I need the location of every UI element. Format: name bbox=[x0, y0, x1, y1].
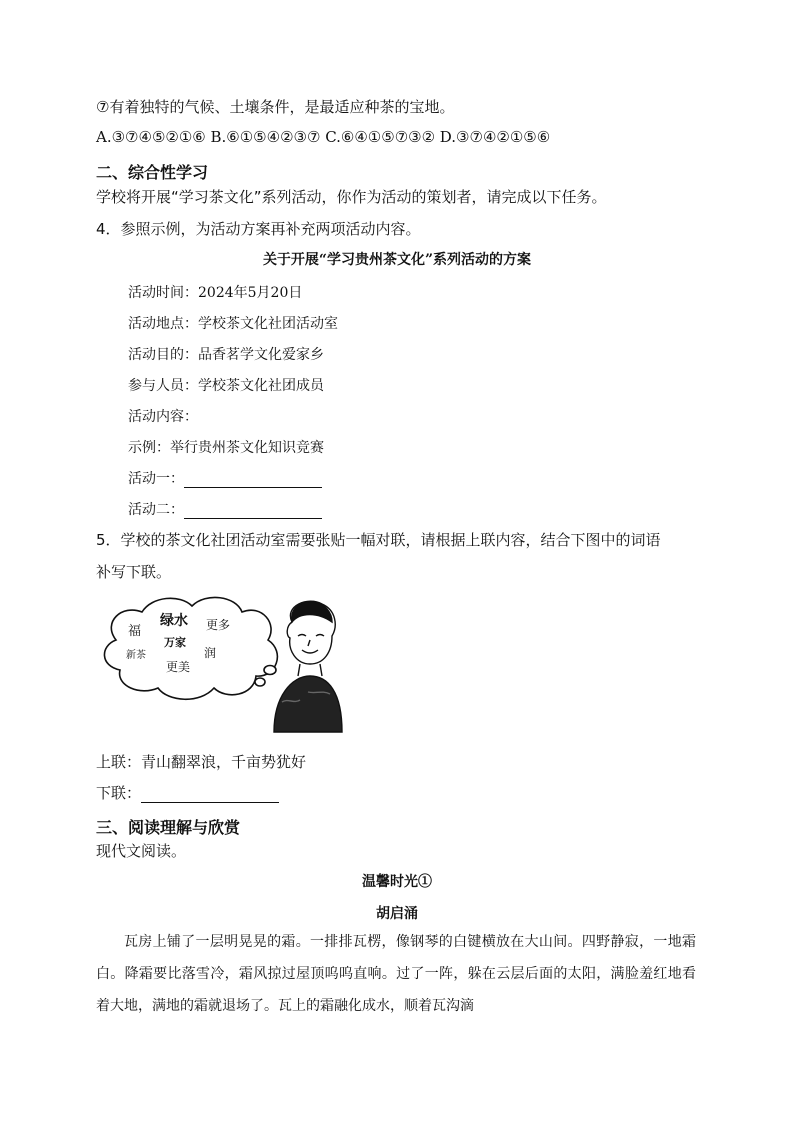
plan-example: 示例：举行贵州茶文化知识竞赛 bbox=[128, 440, 324, 456]
plan-time: 活动时间：2024年5月20日 bbox=[128, 285, 303, 301]
couplet-lower-blank[interactable] bbox=[141, 784, 279, 803]
section-3-title: 三、阅读理解与欣赏 bbox=[96, 818, 241, 837]
activity-2-blank[interactable] bbox=[184, 502, 322, 519]
activity-1-label: 活动一： bbox=[128, 471, 184, 487]
couplet-lower-label: 下联： bbox=[96, 784, 142, 802]
question-5-line-1: 5．学校的茶文化社团活动室需要张贴一幅对联，请根据上联内容，结合下图中的词语 bbox=[96, 531, 661, 549]
plan-content: 活动内容： bbox=[128, 409, 198, 425]
illustration bbox=[96, 592, 346, 737]
plan-activity-2 bbox=[128, 499, 322, 519]
question-4: 4．参照示例，为活动方案再补充两项活动内容。 bbox=[96, 220, 421, 238]
bubble-word-run: 润 bbox=[204, 646, 217, 660]
plan-activity-1 bbox=[128, 468, 322, 488]
section-3-subtitle: 现代文阅读。 bbox=[96, 842, 187, 860]
activity-1-blank[interactable] bbox=[184, 471, 322, 488]
article-title: 温馨时光① bbox=[362, 874, 432, 890]
question-5-line-2: 补写下联。 bbox=[96, 563, 172, 581]
bubble-word-wanjia: 万家 bbox=[164, 636, 186, 649]
q3-choices: A.③⑦④⑤②①⑥ B.⑥①⑤④②③⑦ C.⑥④①⑤⑦③② D.③⑦④②①⑤⑥ bbox=[96, 128, 551, 146]
couplet-lower bbox=[96, 782, 279, 803]
section-2-title: 二、综合性学习 bbox=[96, 163, 209, 182]
article-author: 胡启涌 bbox=[376, 906, 418, 922]
thought-bubble-illustration bbox=[96, 592, 346, 737]
section-2-intro: 学校将开展“学习茶文化”系列活动，你作为活动的策划者，请完成以下任务。 bbox=[96, 188, 607, 206]
q3-option-7: ⑦有着独特的气候、土壤条件，是最适应种茶的宝地。 bbox=[96, 98, 455, 116]
bubble-word-lvshui: 绿水 bbox=[160, 613, 188, 629]
activity-2-label: 活动二： bbox=[128, 502, 184, 518]
plan-title: 关于开展“学习贵州茶文化”系列活动的方案 bbox=[262, 252, 532, 268]
plan-people: 参与人员：学校茶文化社团成员 bbox=[128, 378, 324, 394]
bubble-word-fu: 福 bbox=[128, 624, 142, 639]
plan-purpose: 活动目的：品香茗学文化爱家乡 bbox=[128, 347, 324, 363]
bubble-word-xincha: 新茶 bbox=[126, 650, 146, 661]
couplet-upper: 上联：青山翻翠浪，千亩势犹好 bbox=[96, 753, 307, 771]
article-paragraph: 瓦房上铺了一层明晃晃的霜。一排排瓦楞，像钢琴的白键横放在大山间。四野静寂，一地霜白。降霜要比落雪冷，霜风掠过屋顶呜呜直响。过了一阵，躲在云层后面的太阳，满脸羞红地看着大地，满地的霜就退场了。瓦上的霜融化成水，顺着瓦沟滴 bbox=[96, 934, 696, 1014]
bubble-word-gengmei: 更美 bbox=[166, 660, 191, 674]
plan-place: 活动地点：学校茶文化社团活动室 bbox=[128, 316, 338, 332]
bubble-word-gengduo: 更多 bbox=[206, 618, 231, 632]
